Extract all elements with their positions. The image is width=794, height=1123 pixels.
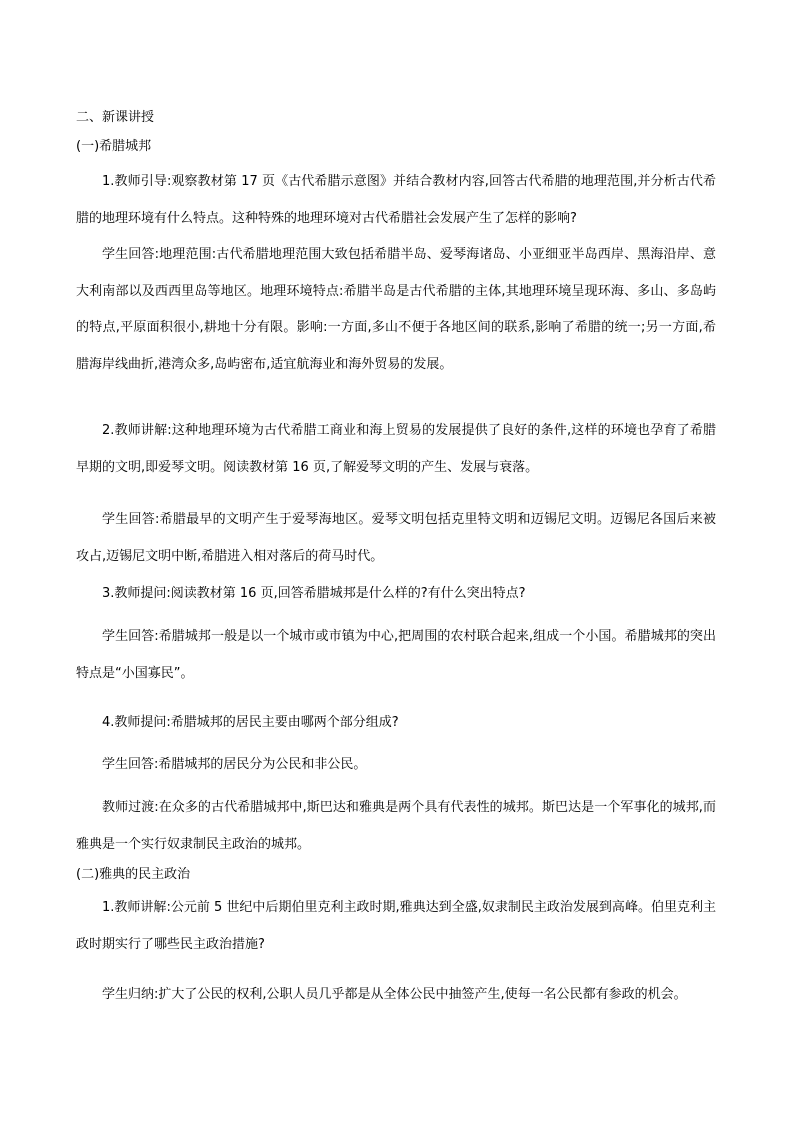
subsection-heading-greek-city-states: (一)希腊城邦 bbox=[76, 139, 152, 154]
paragraph-student-summary: 学生归纳:扩大了公民的权利,公职人员几乎都是从全体公民中抽签产生,使每一名公民都有参政的机会。 bbox=[102, 987, 687, 1002]
paragraph-teacher-explain-2: 2.教师讲解:这种地理环境为古代希腊工商业和海上贸易的发展提供了良好的条件,这样的环境也孕育了希腊早期的文明,即爱琴文明。阅读教材第 16 页,了解爱琴文明的产生、发展与衰落。 bbox=[76, 423, 716, 475]
paragraph-teacher-transition: 教师过渡:在众多的古代希腊城邦中,斯巴达和雅典是两个具有代表性的城邦。斯巴达是一个军事化的城邦,而雅典是一个实行奴隶制民主政治的城邦。 bbox=[76, 800, 716, 852]
paragraph-teacher-question-3: 3.教师提问:阅读教材第 16 页,回答希腊城邦是什么样的?有什么突出特点? bbox=[102, 586, 526, 601]
paragraph-student-answer-3: 学生回答:希腊城邦一般是以一个城市或市镇为中心,把周围的农村联合起来,组成一个小国。希腊城邦的突出特点是“小国寡民”。 bbox=[76, 629, 716, 681]
paragraph-student-answer-2: 学生回答:希腊最早的文明产生于爱琴海地区。爱琴文明包括克里特文明和迈锡尼文明。迈锡尼各国后来被攻占,迈锡尼文明中断,希腊进入相对落后的荷马时代。 bbox=[76, 512, 716, 564]
paragraph-teacher-guide-1: 1.教师引导:观察教材第 17 页《古代希腊示意图》并结合教材内容,回答古代希腊的地理范围,并分析古代希腊的地理环境有什么特点。这种特殊的地理环境对古代希腊社会发展产生了怎样的影响? bbox=[76, 174, 716, 226]
section-heading-new-lesson: 二、新课讲授 bbox=[76, 110, 155, 125]
paragraph-student-answer-1: 学生回答:地理范围:古代希腊地理范围大致包括希腊半岛、爱琴海诸岛、小亚细亚半岛西岸、黑海沿岸、意大利南部以及西西里岛等地区。地理环境特点:希腊半岛是古代希腊的主体,其地理环境呈现环海、多山、多岛屿的特点,平原面积很小,耕地十分有限。影响:一方面,多山不便于各地区间的联系,影响了希腊的统一;另一方面,希腊海岸线曲折,港湾众多,岛屿密布,适宜航海业和海外贸易的发展。 bbox=[76, 247, 716, 372]
paragraph-teacher-question-4: 4.教师提问:希腊城邦的居民主要由哪两个部分组成? bbox=[102, 715, 399, 730]
subsection-heading-athenian-democracy: (二)雅典的民主政治 bbox=[76, 867, 191, 882]
paragraph-student-answer-4: 学生回答:希腊城邦的居民分为公民和非公民。 bbox=[102, 757, 367, 772]
paragraph-teacher-explain-athens: 1.教师讲解:公元前 5 世纪中后期伯里克利主政时期,雅典达到全盛,奴隶制民主政治发展到高峰。伯里克利主政时期实行了哪些民主政治措施? bbox=[76, 900, 716, 952]
